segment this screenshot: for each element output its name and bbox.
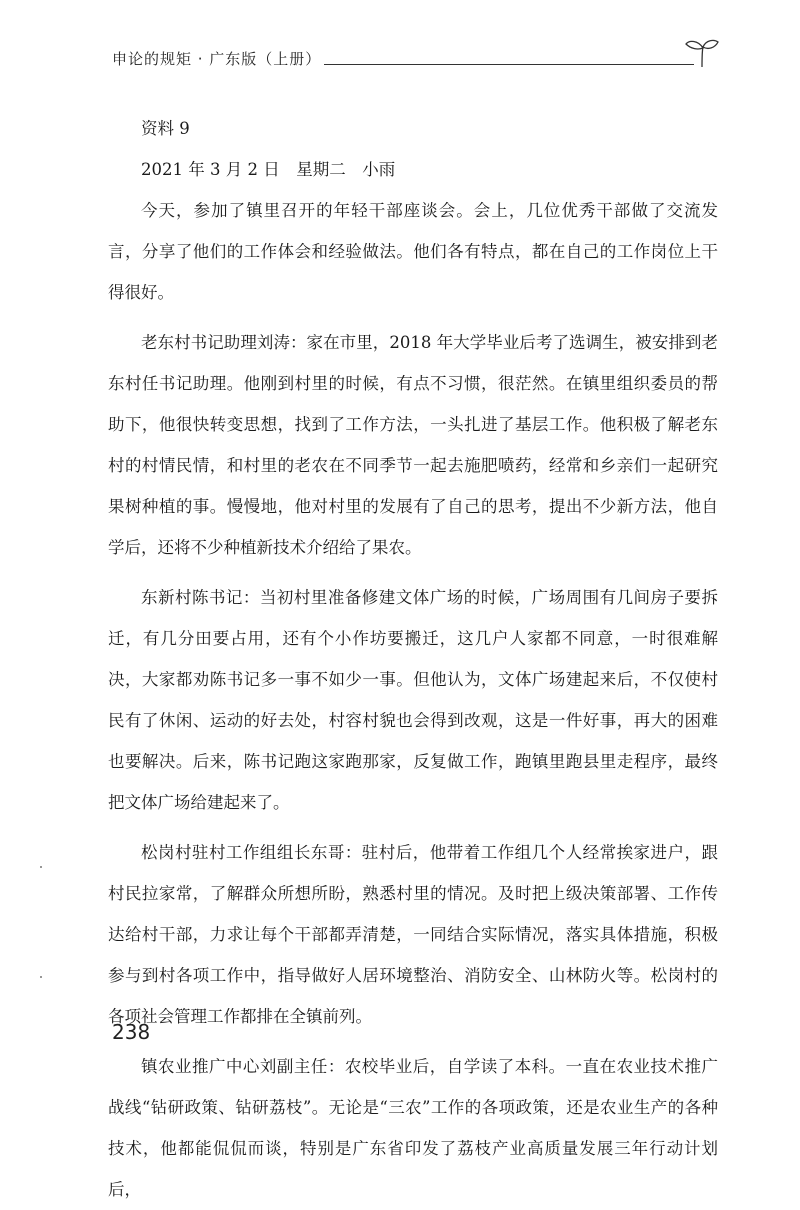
- material-heading: 资料 9: [141, 119, 190, 138]
- paragraph-liu-tao: 老东村书记助理刘涛：家在市里，2018 年大学毕业后考了选调生，被安排到老东村任书记助理。他刚到村里的时候，有点不习惯，很茫然。在镇里组织委员的帮助下，他很快转变思想，找到了工作方法，一头扎进了基层工作。他积极了解老东村的村情民情，和村里的老农在不同季节一起去施肥喷药，经常和乡亲们一起研究果树种植的事。慢慢地，他对村里的发展有了自己的思考，提出不少新方法，他自学后，还将不少种植新技术介绍给了果农。: [108, 333, 718, 557]
- paragraph-dong-ge: 松岗村驻村工作组组长东哥：驻村后，他带着工作组几个人经常挨家进户，跟村民拉家常，了解群众所想所盼，熟悉村里的情况。及时把上级决策部署、工作传达给村干部，力求让每个干部都弄清楚，一同结合实际情况，落实具体措施，积极参与到村各项工作中，指导做好人居环境整治、消防安全、山林防火等。松岗村的各项社会管理工作都排在全镇前列。: [108, 843, 718, 1026]
- diary-date-line: 2021 年 3 月 2 日 星期二 小雨: [141, 160, 396, 179]
- margin-mark: [40, 866, 42, 868]
- running-header: [112, 48, 712, 72]
- paragraph-deputy-liu: 镇农业推广中心刘副主任：农校毕业后，自学读了本科。一直在农业技术推广战线“钻研政策、钻研荔枝”。无论是“三农”工作的各项政策，还是农业生产的各种技术，他都能侃侃而谈，特别是广东省印发了荔枝产业高质量发展三年行动计划后，: [108, 1057, 718, 1199]
- material-body: [108, 108, 718, 1210]
- margin-mark: [40, 976, 42, 978]
- book-title: 申论的规矩 · 广东版（上册）: [112, 50, 322, 68]
- header-rule: [324, 64, 694, 65]
- intro-paragraph: 今天，参加了镇里召开的年轻干部座谈会。会上，几位优秀干部做了交流发言，分享了他们的工作体会和经验做法。他们各有特点，都在自己的工作岗位上干得很好。: [108, 201, 718, 302]
- paragraph-secretary-chen: 东新村陈书记：当初村里准备修建文体广场的时候，广场周围有几间房子要拆迁，有几分田要占用，还有个小作坊要搬迁，这几户人家都不同意，一时很难解决，大家都劝陈书记多一事不如少一事。但他认为，文体广场建起来后，不仅使村民有了休闲、运动的好去处，村容村貌也会得到改观，这是一件好事，再大的困难也要解决。后来，陈书记跑这家跑那家，反复做工作，跑镇里跑县里走程序，最终把文体广场给建起来了。: [108, 588, 718, 812]
- page-number: 238: [112, 1020, 151, 1044]
- sprout-icon: [684, 38, 720, 68]
